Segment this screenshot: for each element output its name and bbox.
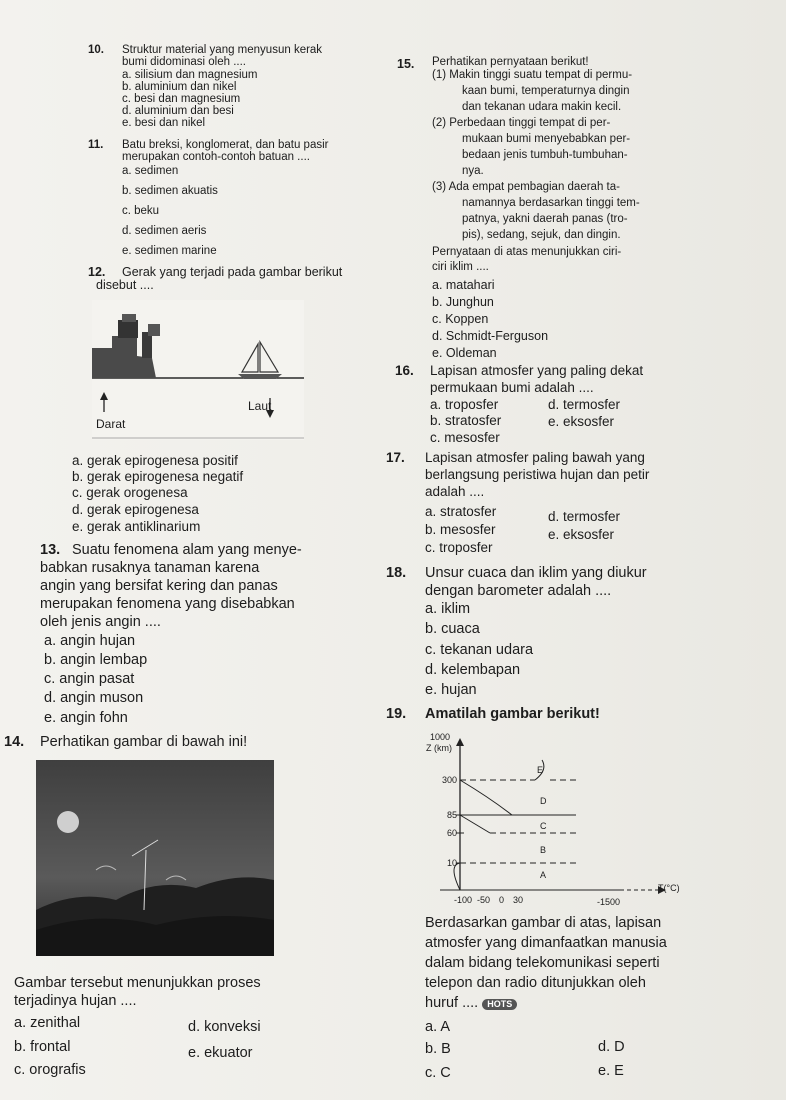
q16-option-b[interactable]: b. stratosfer xyxy=(430,413,502,428)
q13-number: 13. xyxy=(40,542,61,558)
q15-statement-3-line1: (3) Ada empat pembagian daerah ta- xyxy=(432,181,620,193)
q12-label-laut: Laut xyxy=(248,399,272,413)
q17-option-d[interactable]: d. termosfer xyxy=(548,509,621,524)
q17-option-c[interactable]: c. troposfer xyxy=(425,540,493,555)
q19-layer-b-label: B xyxy=(540,845,547,855)
q19-prompt-line4: telepon dan radio ditunjukkan oleh xyxy=(425,975,646,991)
q13-stem-line1: Suatu fenomena alam yang menye- xyxy=(72,542,302,558)
q10-option-e[interactable]: e. besi dan nikel xyxy=(122,117,206,129)
q15-statement-2-line1: (2) Perbedaan tinggi tempat di per- xyxy=(432,117,611,129)
q15-question-line2: ciri iklim .... xyxy=(432,261,489,273)
q12-stem-line2: disebut .... xyxy=(96,278,154,292)
q14-number: 14. xyxy=(4,734,25,750)
q16-option-a[interactable]: a. troposfer xyxy=(430,397,499,412)
q18-option-c[interactable]: c. tekanan udara xyxy=(425,642,534,658)
q11-stem-line2: merupakan contoh-contoh batuan .... xyxy=(122,151,310,163)
q12-label-darat: Darat xyxy=(96,417,126,431)
q17-stem-line3: adalah .... xyxy=(425,484,485,499)
q14-option-c[interactable]: c. orografis xyxy=(14,1062,86,1078)
q11-stem-line1: Batu breksi, konglomerat, dan batu pasir xyxy=(122,139,329,151)
q19-x-tick-minus50: -50 xyxy=(477,895,491,905)
q13-option-b[interactable]: b. angin lembap xyxy=(44,652,148,668)
q11-option-b[interactable]: b. sedimen akuatis xyxy=(122,185,218,197)
q19-y-tick-300: 300 xyxy=(442,775,458,785)
q18-stem-line2: dengan barometer adalah .... xyxy=(425,583,612,599)
q19-layer-d-label: D xyxy=(540,796,547,806)
q16-stem-line2: permukaan bumi adalah .... xyxy=(430,380,594,395)
q14-stem-line3: terjadinya hujan .... xyxy=(14,993,137,1009)
q19-y-tick-85: 85 xyxy=(447,810,458,820)
q15-statement-3-line4: pis), sedang, sejuk, dan dingin. xyxy=(462,229,621,241)
q13-stem-line5: oleh jenis angin .... xyxy=(40,614,161,630)
q11-option-d[interactable]: d. sedimen aeris xyxy=(122,225,207,237)
q10-option-d[interactable]: d. aluminium dan besi xyxy=(122,105,234,117)
q14-stem-line2: Gambar tersebut menunjukkan proses xyxy=(14,975,261,991)
q15-statement-3-line2: namannya berdasarkan tinggi tem- xyxy=(462,197,640,209)
q12-stem-line1: Gerak yang terjadi pada gambar berikut xyxy=(122,265,343,279)
q19-y-max-label: 1000 xyxy=(430,732,451,742)
q18-option-e[interactable]: e. hujan xyxy=(425,682,477,698)
q10-stem-line1: Struktur material yang menyusun kerak xyxy=(122,44,323,56)
q19-prompt-line1: Berdasarkan gambar di atas, lapisan xyxy=(425,915,662,931)
q19-option-b[interactable]: b. B xyxy=(425,1041,451,1057)
q15-option-a[interactable]: a. matahari xyxy=(432,278,495,292)
q19-prompt-line3: dalam bidang telekomunikasi seperti xyxy=(425,955,660,971)
q17-option-b[interactable]: b. mesosfer xyxy=(425,522,496,537)
q19-y-tick-60: 60 xyxy=(447,828,458,838)
q19-x-tick-30: 30 xyxy=(513,895,524,905)
q15-statement-2-line3: bedaan jenis tumbuh-tumbuhan- xyxy=(462,149,628,161)
q10-option-a[interactable]: a. silisium dan magnesium xyxy=(122,69,258,81)
q13-option-e[interactable]: e. angin fohn xyxy=(44,710,128,726)
q19-number: 19. xyxy=(386,706,407,722)
q15-option-c[interactable]: c. Koppen xyxy=(432,312,489,326)
q12-option-c[interactable]: c. gerak orogenesa xyxy=(72,485,188,500)
q16-number: 16. xyxy=(395,363,414,378)
q11-number: 11. xyxy=(88,139,104,151)
q10-number: 10. xyxy=(88,44,104,56)
q14-stem-line1: Perhatikan gambar di bawah ini! xyxy=(40,734,248,750)
q17-number: 17. xyxy=(386,450,405,465)
q14-option-b[interactable]: b. frontal xyxy=(14,1039,71,1055)
q10-option-c[interactable]: c. besi dan magnesium xyxy=(122,93,241,105)
q11-option-c[interactable]: c. beku xyxy=(122,205,160,217)
q13-option-d[interactable]: d. angin muson xyxy=(44,690,144,706)
q13-option-c[interactable]: c. angin pasat xyxy=(44,671,135,687)
q19-x-tick-minus100: -100 xyxy=(454,895,473,905)
q17-stem-line1: Lapisan atmosfer paling bawah yang xyxy=(425,450,645,465)
q11-option-e[interactable]: e. sedimen marine xyxy=(122,245,217,257)
q13-stem-line3: angin yang bersifat kering dan panas xyxy=(40,578,278,594)
q19-x-axis-label: T(°C) xyxy=(658,883,680,893)
q19-x-tick-0: 0 xyxy=(499,895,505,905)
q19-stem-line1: Amatilah gambar berikut! xyxy=(425,706,600,722)
q13-stem-line2: babkan rusaknya tanaman karena xyxy=(40,560,260,576)
q19-y-tick-10: 10 xyxy=(447,858,458,868)
q18-option-a[interactable]: a. iklim xyxy=(425,601,471,617)
q16-option-d[interactable]: d. termosfer xyxy=(548,397,621,412)
q19-prompt-line5-text: huruf .... xyxy=(425,995,479,1011)
q12-number: 12. xyxy=(88,265,106,279)
q11-option-a[interactable]: a. sedimen xyxy=(122,165,179,177)
q14-option-a[interactable]: a. zenithal xyxy=(14,1015,81,1031)
q19-prompt-line5 xyxy=(425,996,517,1011)
q13-stem-line4: merupakan fenomena yang disebabkan xyxy=(40,596,295,612)
q15-statement-1-line2: kaan bumi, temperaturnya dingin xyxy=(462,85,630,97)
q15-statement-3-line3: patnya, yakni daerah panas (tro- xyxy=(462,213,628,225)
q18-number: 18. xyxy=(386,565,407,581)
q19-y-axis-label: Z (km) xyxy=(426,743,452,753)
q14-option-e[interactable]: e. ekuator xyxy=(188,1045,253,1061)
q15-statement-1-line1: (1) Makin tinggi suatu tempat di permu- xyxy=(432,69,633,81)
q19-layer-c-label: C xyxy=(540,821,547,831)
q18-option-d[interactable]: d. kelembapan xyxy=(425,662,521,678)
q19-option-d[interactable]: d. D xyxy=(598,1039,625,1055)
q19-prompt-line2: atmosfer yang dimanfaatkan manusia xyxy=(425,935,667,951)
q12-option-d[interactable]: d. gerak epirogenesa xyxy=(72,502,199,517)
q10-stem-line2: bumi didominasi oleh .... xyxy=(122,56,247,68)
hots-badge: HOTS xyxy=(482,999,517,1010)
q17-stem-line2: berlangsung peristiwa hujan dan petir xyxy=(425,467,650,482)
q17-option-a[interactable]: a. stratosfer xyxy=(425,504,497,519)
q17-option-e[interactable]: e. eksosfer xyxy=(548,527,615,542)
q13-option-a[interactable]: a. angin hujan xyxy=(44,633,136,649)
q12-option-e[interactable]: e. gerak antiklinarium xyxy=(72,519,201,534)
q16-stem-line1: Lapisan atmosfer yang paling dekat xyxy=(430,363,644,378)
q19-atmosphere-diagram xyxy=(420,730,690,910)
q15-statement-2-line2: mukaan bumi menyebabkan per- xyxy=(462,133,631,145)
q15-statement-2-line4: nya. xyxy=(462,165,484,177)
q10-option-b[interactable]: b. aluminium dan nikel xyxy=(122,81,237,93)
q16-option-c[interactable]: c. mesosfer xyxy=(430,430,500,445)
q19-layer-e-label: E xyxy=(537,765,544,775)
q19-option-c[interactable]: c. C xyxy=(425,1065,451,1081)
q19-option-a[interactable]: a. A xyxy=(425,1019,450,1035)
q14-rain-figure xyxy=(36,760,274,956)
q19-layer-a-label: A xyxy=(540,870,547,880)
q18-option-b[interactable]: b. cuaca xyxy=(425,621,480,637)
q15-stem-line1: Perhatikan pernyataan berikut! xyxy=(432,56,589,68)
q15-option-b[interactable]: b. Junghun xyxy=(432,295,494,309)
q15-number: 15. xyxy=(397,57,415,71)
q15-option-e[interactable]: e. Oldeman xyxy=(432,346,497,360)
q19-x-tick-minus1500: -1500 xyxy=(597,897,621,907)
q16-option-e[interactable]: e. eksosfer xyxy=(548,414,615,429)
q15-question-line1: Pernyataan di atas menunjukkan ciri- xyxy=(432,246,622,258)
q19-option-e[interactable]: e. E xyxy=(598,1063,624,1079)
q12-option-b[interactable]: b. gerak epirogenesa negatif xyxy=(72,469,244,484)
q12-option-a[interactable]: a. gerak epirogenesa positif xyxy=(72,453,238,468)
q15-option-d[interactable]: d. Schmidt-Ferguson xyxy=(432,329,549,343)
q18-stem-line1: Unsur cuaca dan iklim yang diukur xyxy=(425,565,647,581)
q14-option-d[interactable]: d. konveksi xyxy=(188,1019,261,1035)
q15-statement-1-line3: dan tekanan udara makin kecil. xyxy=(462,101,622,113)
